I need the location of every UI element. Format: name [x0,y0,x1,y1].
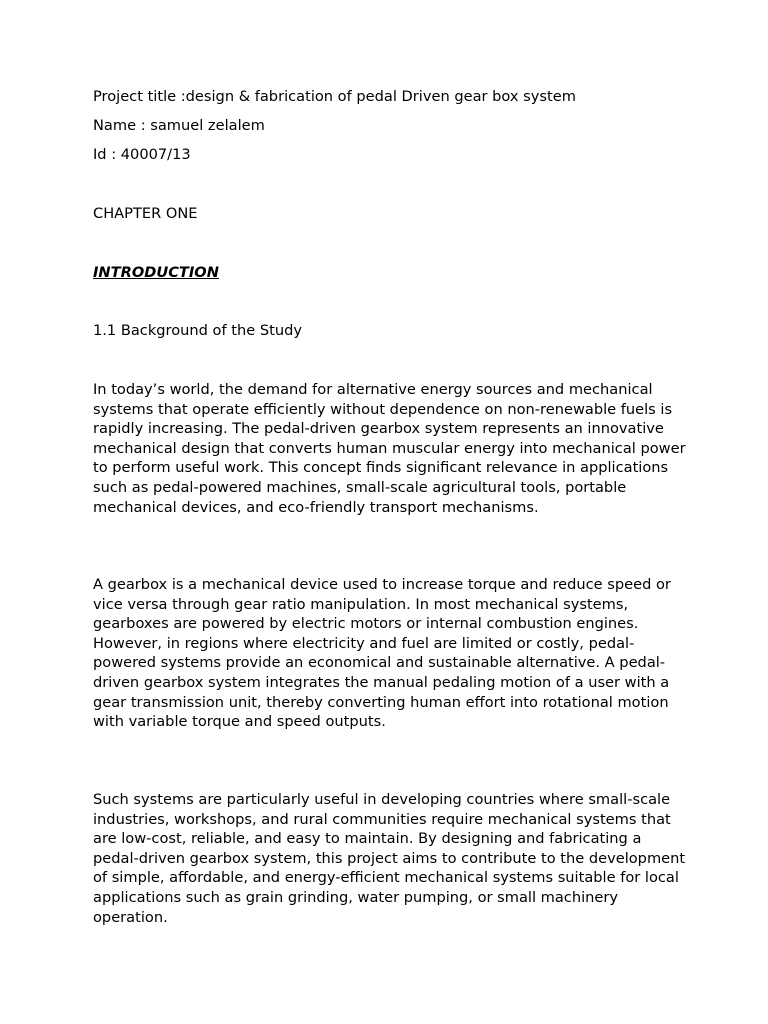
paragraph-1: In today’s world, the demand for alternative energy sources and mechanical systems that operate efficiently without dependence on non-renewable fuels is rapidly increasing. The pedal-driven gearbox system represents an innovative mechanical design that converts human muscular energy into mechanical power to perform useful work. This concept finds significant relevance in applications such as pedal-powered machines, small-scale agricultural tools, portable mechanical devices, and eco-friendly transport mechanisms. [93,381,686,516]
subsection-heading: 1.1 Background of the Study [93,322,302,339]
project-title: Project title :design & fabrication of pedal Driven gear box system [93,88,576,105]
paragraph-3: Such systems are particularly useful in developing countries where small-scale industries, workshops, and rural communities require mechanical systems that are low-cost, reliable, and easy to maintain. By designing and fabricating a pedal-driven gearbox system, this project aims to contribute to the development of simple, affordable, and energy-efficient mechanical systems suitable for local applications such as grain grinding, water pumping, or small machinery operation. [93,791,686,926]
chapter-label: CHAPTER ONE [93,205,198,222]
section-heading: INTRODUCTION [93,264,219,281]
paragraph-2: A gearbox is a mechanical device used to increase torque and reduce speed or vice versa through gear ratio manipulation. In most mechanical systems, gearboxes are powered by electric motors or internal combustion engines. However, in regions where electricity and fuel are limited or costly, pedal-powered systems provide an economical and sustainable alternative. A pedal-driven gearbox system integrates the manual pedaling motion of a user with a gear transmission unit, thereby converting human effort into rotational motion with variable torque and speed outputs. [93,576,671,731]
author-name: Name : samuel zelalem [93,117,265,134]
student-id: Id : 40007/13 [93,146,191,163]
